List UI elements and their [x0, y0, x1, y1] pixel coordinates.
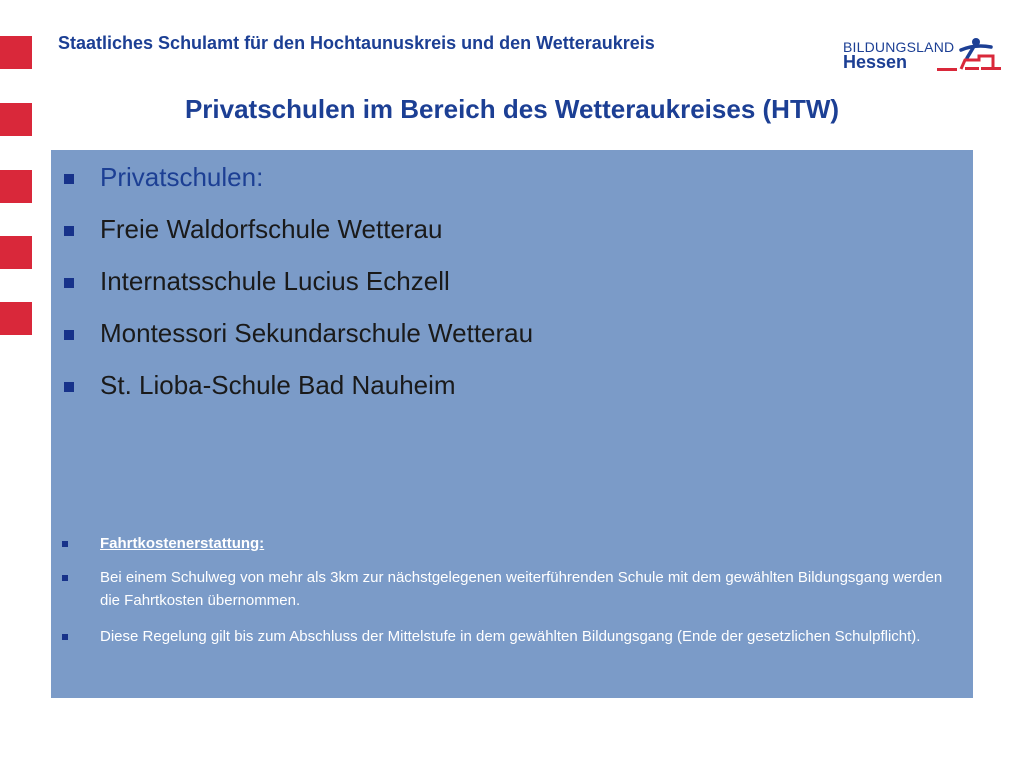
schools-heading: Privatschulen:	[100, 162, 264, 192]
decorative-red-bar	[0, 36, 32, 69]
square-bullet-icon	[64, 226, 74, 236]
logo-text-line1: BILDUNGSLAND	[843, 39, 955, 55]
decorative-red-bar	[0, 170, 32, 203]
list-item	[51, 532, 973, 566]
list-item	[51, 156, 973, 208]
square-bullet-icon	[64, 174, 74, 184]
list-item	[51, 260, 973, 312]
square-bullet-icon	[64, 278, 74, 288]
list-item	[51, 625, 973, 675]
square-bullet-icon	[64, 330, 74, 340]
school-name: Internatsschule Lucius Echzell	[100, 266, 450, 296]
content-box	[51, 150, 973, 698]
transport-point: Bei einem Schulweg von mehr als 3km zur nächstgelegenen weiterführenden Schule mit dem gewählten Bildungsgang werden die Fahrtkosten übernommen.	[100, 569, 943, 609]
square-bullet-icon	[64, 382, 74, 392]
list-item	[51, 566, 973, 625]
square-bullet-icon	[62, 634, 68, 640]
schools-list	[51, 156, 973, 416]
list-item	[51, 364, 973, 416]
transport-cost-list	[51, 532, 973, 675]
logo-text-line2: Hessen	[843, 52, 908, 72]
transport-heading: Fahrtkostenerstattung:	[100, 535, 265, 552]
list-item	[51, 208, 973, 260]
slide-title: Privatschulen im Bereich des Wetteraukreises (HTW)	[184, 94, 840, 124]
transport-point: Diese Regelung gilt bis zum Abschluss der Mittelstufe in dem gewählten Bildungsgang (Ende der gesetzlichen Schulpflicht).	[100, 628, 921, 645]
decorative-red-bar	[0, 236, 32, 269]
school-name: St. Lioba-Schule Bad Nauheim	[100, 370, 456, 400]
jumping-figure-icon	[913, 34, 1013, 74]
list-item	[51, 312, 973, 364]
header-organization-title: Staatliches Schulamt für den Hochtaunuskreis und den Wetteraukreis	[58, 33, 655, 53]
school-name: Freie Waldorfschule Wetterau	[100, 214, 443, 244]
square-bullet-icon	[62, 541, 68, 547]
square-bullet-icon	[62, 575, 68, 581]
bildungsland-hessen-logo	[843, 34, 1013, 74]
school-name: Montessori Sekundarschule Wetterau	[100, 318, 534, 348]
decorative-red-bar	[0, 302, 32, 335]
